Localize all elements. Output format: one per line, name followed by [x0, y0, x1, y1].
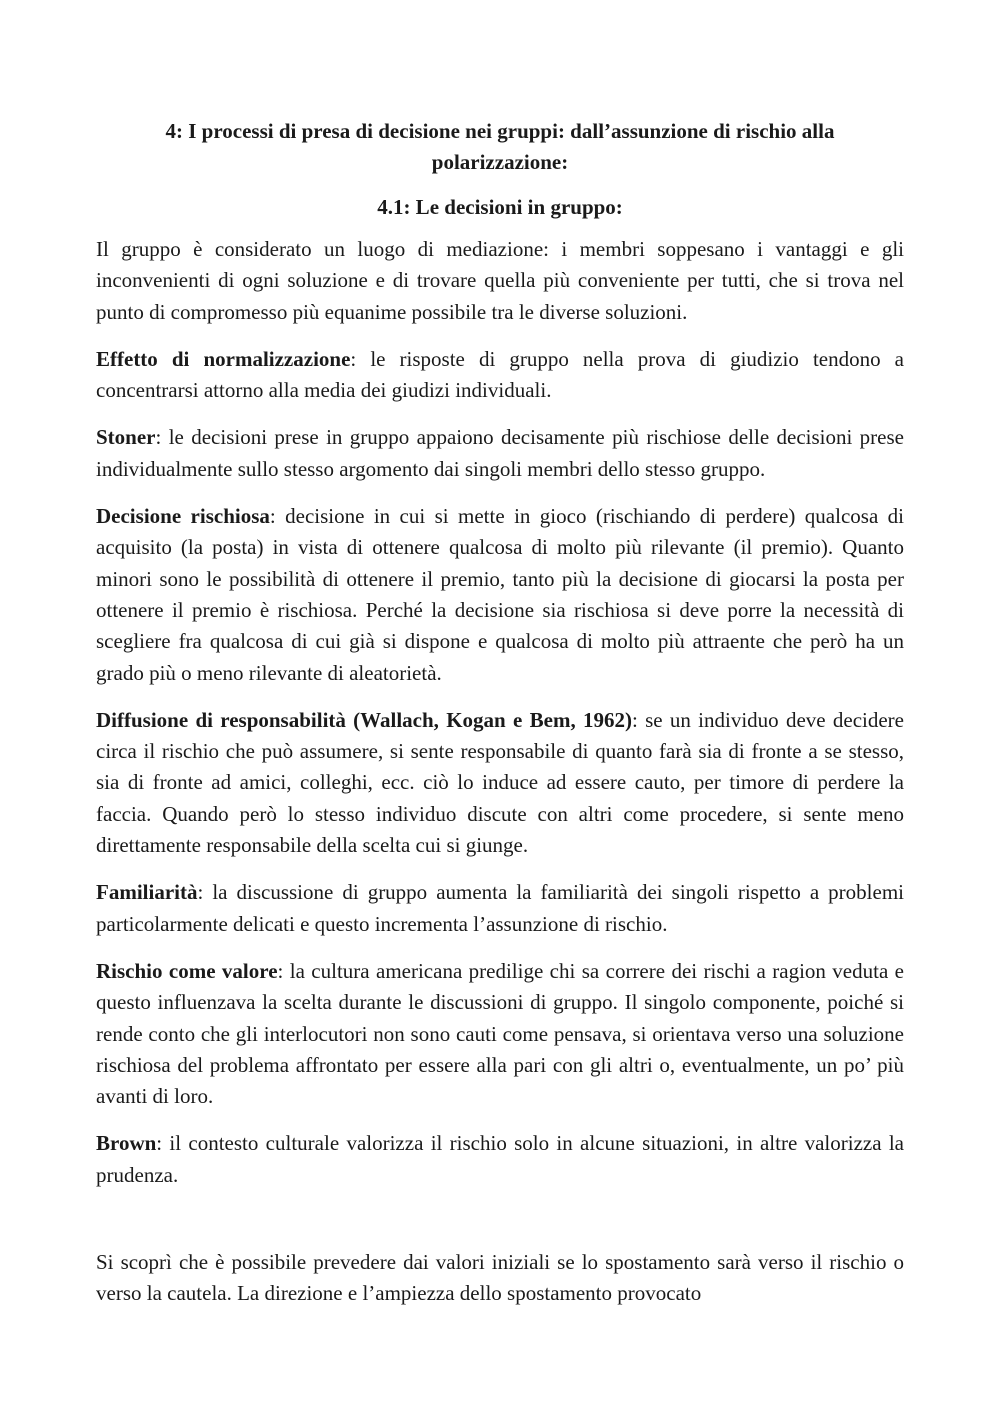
chapter-title: 4: I processi di presa di decisione nei gruppi: dall’assunzione di rischio alla polarizzazione: — [165, 119, 835, 174]
paragraph-familiarita — [96, 877, 904, 940]
paragraph-text: : la cultura americana predilige chi sa correre dei rischi a ragion veduta e questo influenzava la scelta durante le discussioni di gruppo. Il singolo componente, poiché si rende conto che gli interlocutori non sono cauti come pensava, si orientava verso una soluzione rischiosa del problema affrontato per essere alla pari con gli altri o, eventualmente, un po’ più avanti di loro. — [96, 958, 904, 1109]
term-label: Diffusione di responsabilità (Wallach, Kogan e Bem, 1962) — [96, 707, 632, 732]
paragraph-text: : le decisioni prese in gruppo appaiono decisamente più rischiose delle decisioni prese individualmente sullo stesso argomento dai singoli membri dello stesso gruppo. — [96, 425, 904, 481]
paragraph-text: : la discussione di gruppo aumenta la familiarità dei singoli rispetto a problemi particolarmente delicati e questo incrementa l’assunzione di rischio. — [96, 880, 904, 936]
paragraph-text: : il contesto culturale valorizza il rischio solo in alcune situazioni, in altre valorizza la prudenza. — [96, 1131, 904, 1187]
section-title: 4.1: Le decisioni in gruppo: — [377, 195, 623, 219]
term-label: Stoner — [96, 425, 156, 450]
paragraph-text: : le risposte di gruppo nella prova di giudizio tendono a concentrarsi attorno alla media dei giudizi individuali. — [96, 346, 905, 403]
term-label: Familiarità — [96, 880, 198, 905]
paragraph-text: : se un individuo deve decidere circa il rischio che può assumere, si sente responsabile di quanto farà sia di fronte a se stesso, sia di fronte ad amici, colleghi, ecc. ciò lo induce ad essere cauto, per timore di perdere la faccia. Quando però lo stesso individuo discute con altri come procedere, si sente meno direttamente responsabile della scelta cui si giunge. — [96, 707, 904, 858]
term-label: Effetto di normalizzazione — [96, 346, 351, 371]
term-label: Decisione rischiosa — [96, 504, 270, 529]
paragraph-diffusione-responsabilita — [96, 705, 904, 861]
document-page — [96, 116, 904, 1207]
intro-paragraph: Il gruppo è considerato un luogo di mediazione: i membri soppesano i vantaggi e gli inconvenienti di ogni soluzione e di trovare quella più conveniente per tutti, che si trova nel punto di compromesso più equanime possibile tra le diverse soluzioni. — [96, 237, 904, 324]
paragraph-stoner — [96, 422, 904, 485]
term-label: Brown — [96, 1131, 157, 1156]
paragraph-text: : decisione in cui si mette in gioco (rischiando di perdere) qualcosa di acquisito (la posta) in vista di ottenere qualcosa di molto più rilevante (il premio). Quanto minori sono le possibilità di ottenere il premio, tanto più la decisione di giocarsi la posta per ottenere il premio è rischiosa. Perché la decisione sia rischiosa si deve porre la necessità di scegliere fra qualcosa di cui già si dispone e qualcosa di molto più attraente che però ha un grado più o meno rilevante di aleatorietà. — [96, 504, 904, 685]
paragraph-decisione-rischiosa — [96, 501, 904, 689]
term-label: Rischio come valore — [96, 958, 278, 983]
paragraph-rischio-come-valore — [96, 956, 904, 1112]
paragraph-normalizzazione — [96, 344, 904, 407]
paragraph-brown — [96, 1128, 904, 1191]
closing-paragraph: Si scoprì che è possibile prevedere dai valori iniziali se lo spostamento sarà verso il rischio o verso la cautela. La direzione e l’ampiezza dello spostamento provocato — [96, 1250, 904, 1306]
